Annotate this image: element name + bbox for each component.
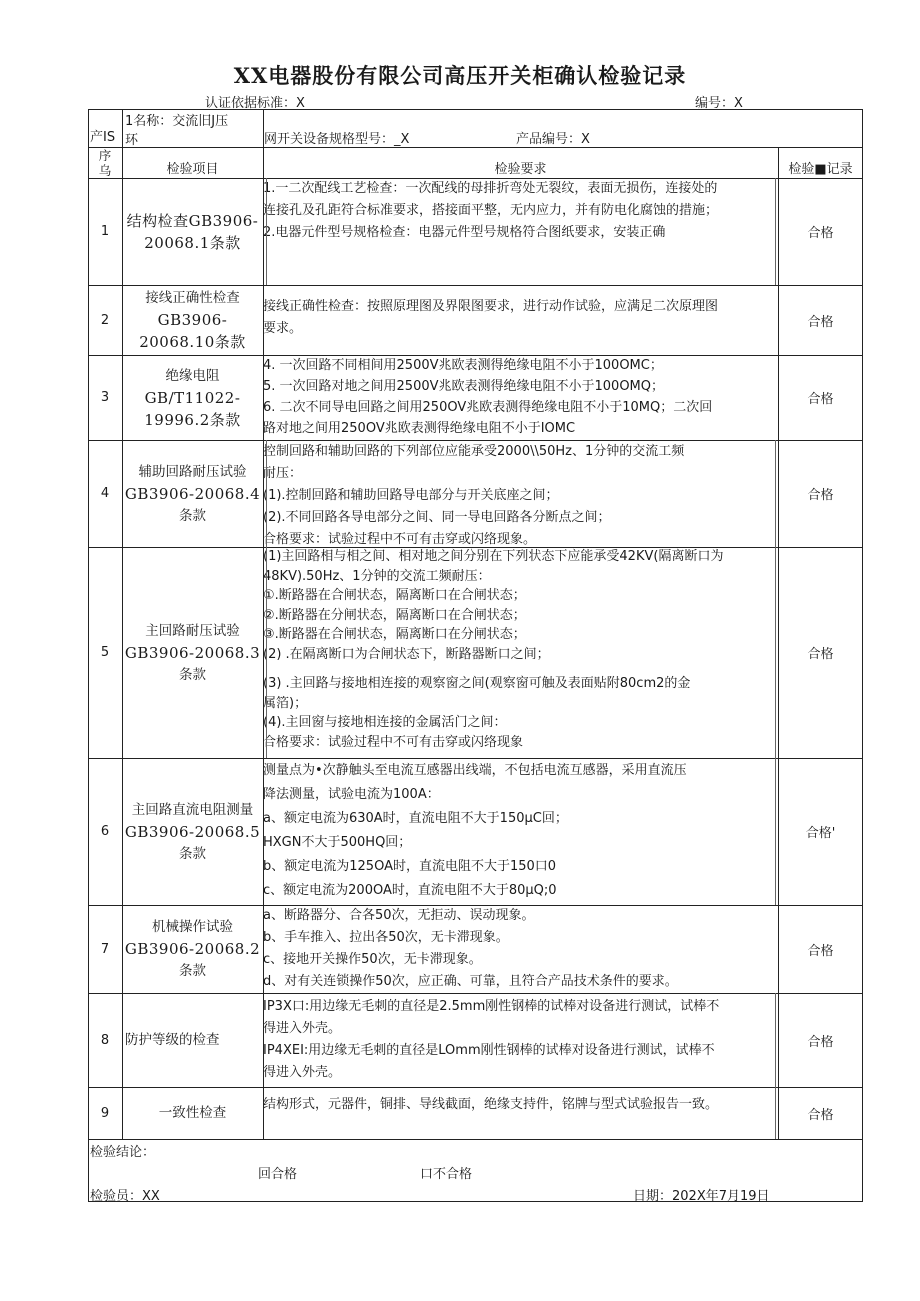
row-number: 2 [100, 312, 110, 328]
row-record: 合格 [807, 314, 834, 330]
row-number: 9 [100, 1105, 110, 1121]
grid-line [775, 1087, 776, 1139]
row-item-line: GB3906-20068.5 [124, 822, 261, 841]
row-requirement [263, 996, 778, 1086]
req-line: IP3X口:用边缘无毛刺的直径是2.5mm刚性钢棒的试棒对设备进行测试，试棒不 [263, 999, 720, 1014]
standard-basis: 认证依据标准：X [205, 96, 305, 111]
grid-line [88, 355, 863, 356]
product-model: 网开关设备规格型号：_X [264, 132, 410, 147]
req-line: a、额定电流为630A时，直流电阻不大于150μC回； [263, 811, 568, 826]
req-line [263, 664, 778, 674]
req-line: 4. 一次回路不同相间用2500V兆欧表测得绝缘电阻不小于100OMC； [263, 358, 663, 373]
req-line: 合格要求：试验过程中不可有击穿或闪络现象。 [263, 532, 537, 545]
row-record: 合格 [807, 647, 834, 662]
req-line: IP4XEI:用边缘无毛刺的直径是LOmm刚性钢棒的试棒对设备进行测试，试棒不 [263, 1043, 715, 1058]
row-item-line: 20068.10条款 [139, 333, 246, 351]
req-line: (2) .在隔离断口为合闸状态下，断路器断口之间； [263, 646, 550, 662]
req-line: 控制回路和辅助回路的下列部位应能承受2000\\50Hz、1分钟的交流工频 [263, 444, 685, 459]
row-item-line: 20068.1条款 [144, 233, 241, 252]
row-record: 合格 [807, 943, 834, 959]
req-line: 6. 二次不同导电回路之间用250OV兆欧表测得绝缘电阻不小于10MQ；二次回 [263, 400, 713, 415]
grid-line [775, 993, 776, 1087]
row-record: 合格 [807, 488, 834, 503]
document-number: 编号：X [695, 96, 743, 111]
req-line: 5. 一次回路对地之间用2500V兆欧表测得绝缘电阻不小于100OMQ； [263, 379, 665, 394]
grid-line [122, 109, 123, 1139]
req-line: ②.断路器在分闸状态，隔离断口在合闸状态； [263, 607, 526, 623]
row-item-line: 条款 [179, 845, 206, 862]
req-line: c、接地开关操作50次，无卡滞现象。 [263, 952, 482, 967]
row-record: 合格' [805, 826, 836, 841]
req-line: 属箔)； [263, 695, 308, 711]
row-record: 合格 [807, 392, 834, 407]
row-item-line: 接线正确性检查 [145, 290, 240, 306]
grid-line [88, 905, 863, 906]
row-item-line: 条款 [179, 666, 206, 683]
row-requirement [263, 355, 778, 440]
grid-line [263, 109, 264, 1139]
req-line: 48KV).50Hz、1分钟的交流工频耐压： [263, 568, 491, 584]
row-item-line: GB3906- [157, 311, 228, 329]
product-name-line1: 1名称：交流旧J压 [125, 114, 229, 129]
req-line: (4).主回窗与接地相连接的金属活门之间： [263, 715, 507, 730]
row-requirement [263, 178, 778, 285]
req-line: (1)主回路相与相之间、相对地之间分别在下列状态下应能承受42KV(隔离断口为 [263, 549, 724, 564]
req-line: 耐压： [263, 466, 303, 481]
page-title: XX电器股份有限公司高压开关柜确认检验记录 [233, 63, 687, 88]
fail-checkbox[interactable]: 口不合格 [420, 1167, 473, 1182]
req-line: 测量点为•次静触头至电流互感器出线端，不包括电流互感器，采用直流压 [263, 763, 687, 778]
row-item [122, 547, 263, 758]
req-line: 得进入外壳。 [263, 1021, 342, 1036]
req-line: b、额定电流为125OA时，直流电阻不大于150口0 [263, 859, 557, 874]
row-item [122, 758, 263, 905]
req-line: HXGN不大于500HQ回； [263, 835, 412, 850]
row-item-line: 条款 [179, 507, 206, 524]
row-number: 7 [100, 941, 110, 957]
grid-line [778, 147, 779, 1139]
req-line: d、对有关连锁操作50次，应正确、可靠，且符合产品技术条件的要求。 [263, 974, 678, 989]
row-requirement [263, 759, 778, 904]
row-number: 3 [100, 390, 110, 405]
grid-line [88, 147, 863, 148]
row-item-line: 辅助回路耐压试验 [138, 463, 247, 480]
req-line: 2.电器元件型号规格检查：电器元件型号规格符合图纸要求，安装正确 [263, 225, 666, 240]
row-item-line: 19996.2条款 [144, 410, 241, 429]
product-label: 产IS [90, 130, 116, 145]
product-serial: 产品编号：X [516, 132, 590, 147]
grid-line [775, 440, 776, 547]
row-record: 合格 [807, 1034, 834, 1050]
req-line: (1).控制回路和辅助回路导电部分与开关底座之间； [263, 488, 559, 503]
header-item: 检验项目 [166, 161, 219, 177]
row-item [122, 440, 263, 547]
product-name-line2: 环 [125, 133, 139, 148]
grid-line [88, 440, 863, 441]
row-number: 5 [100, 645, 110, 660]
row-number: 6 [100, 824, 110, 839]
req-line: 1.一二次配线工艺检查：一次配线的母排折弯处无裂纹，表面无损伤，连接处的 [263, 181, 718, 196]
inspection-date: 日期：202X年7月19日 [633, 1189, 770, 1204]
req-line: a、断路器分、合各50次，无拒动、误动现象。 [263, 908, 535, 923]
req-line: 路对地之间用250OV兆欧表测得绝缘电阻不小于IOMC [263, 421, 576, 436]
grid-line [88, 1139, 863, 1140]
header-seq [88, 147, 122, 178]
row-item-line: 防护等级的检查 [125, 1032, 220, 1048]
row-item-line: 机械操作试验 [152, 919, 233, 935]
row-requirement [263, 905, 778, 993]
row-item-line: 主回路直流电阻测量 [131, 801, 254, 818]
row-number: 8 [100, 1032, 110, 1048]
row-item-line: GB3906-20068.2 [124, 940, 261, 958]
grid-line [775, 758, 776, 905]
req-line: 结构形式，元器件，铜排、导线截面，绝缘支持件，铭牌与型式试验报告一致。 [263, 1097, 719, 1112]
row-item [122, 905, 263, 993]
row-number: 4 [100, 486, 110, 501]
header-seq-line1: 序 [98, 147, 112, 163]
row-item [122, 178, 263, 285]
grid-line [266, 440, 267, 547]
req-line: 连接孔及孔距符合标准要求，搭接面平整，无内应力，并有防电化腐蚀的措施； [263, 203, 719, 218]
req-line: ①.断路器在合闸状态，隔离断口在合闸状态； [263, 588, 526, 603]
grid-line [775, 547, 776, 758]
row-item-line: 绝缘电阻 [165, 367, 220, 384]
conclusion-label: 检验结论： [90, 1145, 156, 1160]
req-line: ③.断路器在合闸状态，隔离断口在分闸状态； [263, 627, 526, 642]
grid-line [88, 1087, 863, 1088]
req-line: 接线正确性检查：按照原理图及界限图要求，进行动作试验，应满足二次原理图 [263, 299, 719, 314]
grid-line [266, 547, 267, 758]
req-line: b、手车推入、拉出各50次，无卡滞现象。 [263, 930, 509, 945]
req-line: 得进入外壳。 [263, 1065, 342, 1080]
row-requirement [263, 1094, 778, 1134]
row-item-line: GB3906-20068.3 [124, 643, 261, 662]
grid-line [88, 178, 863, 179]
grid-line [88, 758, 863, 759]
req-line: 降法测量，试验电流为100A： [263, 787, 440, 802]
req-line: (3) .主回路与接地相连接的观察窗之间(观察窗可触及表面贴附80cm2的金 [263, 676, 691, 691]
row-requirement [263, 441, 778, 545]
row-item-line: GB/T11022- [144, 388, 241, 407]
inspector: 检验员：XX [90, 1189, 160, 1204]
row-item [122, 285, 263, 355]
grid-line [266, 178, 267, 285]
row-record: 合格 [807, 226, 834, 241]
row-number: 1 [100, 224, 110, 239]
req-line: (2).不同回路各导电部分之间、同一导电回路各分断点之间； [263, 510, 611, 525]
row-item [122, 355, 263, 440]
row-item-line: 结构检查GB3906- [126, 211, 259, 230]
req-line: c、额定电流为200OA时，直流电阻不大于80μQ;0 [263, 883, 557, 898]
req-line: 要求。 [263, 321, 303, 336]
row-item [122, 1087, 263, 1139]
row-item-line: 一致性检查 [158, 1105, 227, 1121]
row-item [125, 993, 263, 1087]
pass-checkbox[interactable]: 回合格 [258, 1167, 298, 1182]
row-requirement [263, 547, 778, 757]
row-item-line: 主回路耐压试验 [145, 622, 240, 639]
grid-line [88, 285, 863, 286]
grid-line [88, 993, 863, 994]
header-requirement: 检验要求 [494, 161, 547, 177]
header-seq-line2: 乌 [98, 162, 112, 178]
row-item-line: 条款 [179, 963, 206, 979]
header-record: 检验■记录 [788, 161, 853, 177]
req-line: 合格要求：试验过程中不可有击穿或闪络现象 [263, 734, 524, 750]
row-record: 合格 [807, 1107, 834, 1123]
row-requirement [263, 296, 778, 354]
grid-line [88, 547, 863, 548]
row-item-line: GB3906-20068.4 [124, 484, 261, 503]
grid-line [775, 178, 776, 285]
